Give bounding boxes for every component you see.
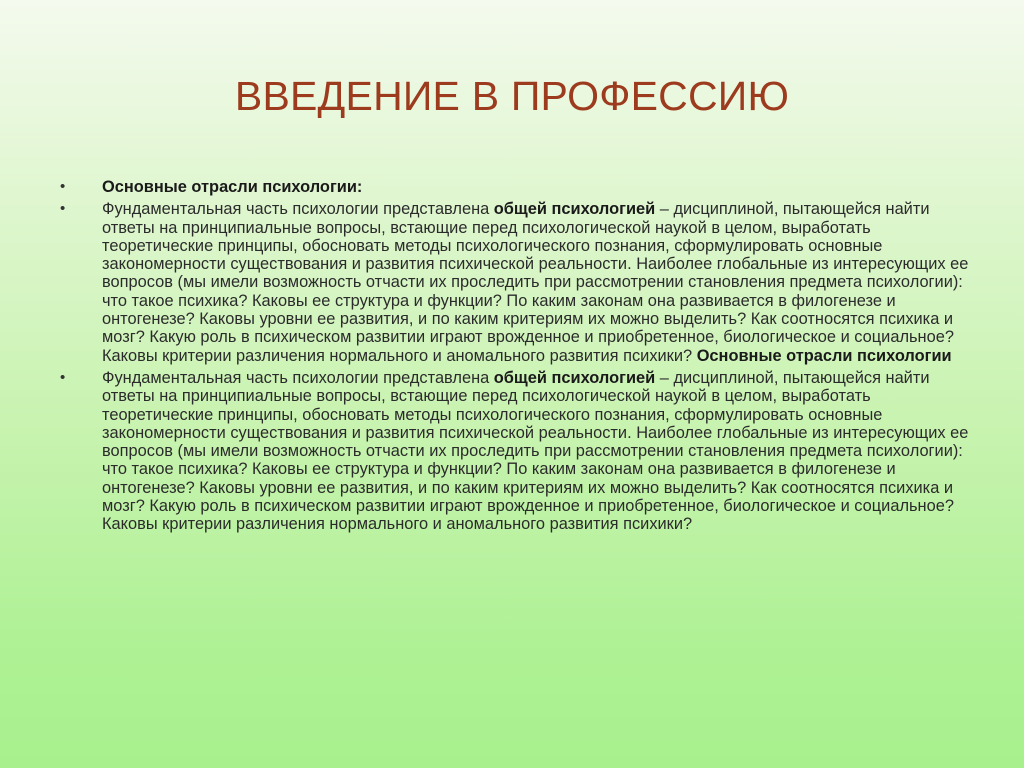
bullet-dot-icon: • bbox=[60, 368, 66, 386]
bullet-item-paragraph-1 bbox=[60, 200, 980, 365]
paragraph-emphasis: общей психологией bbox=[493, 368, 656, 387]
bullet-dot-icon: • bbox=[60, 178, 66, 195]
paragraph-trailing-emphasis: Основные отрасли психологии bbox=[696, 346, 952, 365]
paragraph-text-before: Фундаментальная часть психологии представлена bbox=[102, 368, 494, 387]
paragraph-text-after: – дисциплиной, пытающейся найти ответы на принципиальные вопросы, встающие перед психологической наукой в целом, выработать теоретические принципы, обосновать методы психологического познания, сформулировать основные закономерности существования и развития психической реальности. Наиболее глобальные из интересующих ее вопросов (мы имели возможность отчасти их проследить при рассмотрении становления предмета психологии): что такое психика? Каковы ее структура и функции? По каким законам она развивается в филогенезе и онтогенезе? Каковы уровни ее развития, и по каким критериям их можно выделить? Как соотносятся психика и мозг? Какую роль в психическом развитии играют врожденное и приобретенное, биологическое и социальное? Каковы критерии различения нормального и аномального развития психики? bbox=[102, 200, 969, 365]
paragraph-emphasis: общей психологией bbox=[493, 200, 656, 219]
bullet-dot-icon: • bbox=[60, 200, 66, 218]
bullet-heading-text: Основные отрасли психологии: bbox=[102, 178, 363, 196]
paragraph-text-after: – дисциплиной, пытающейся найти ответы на принципиальные вопросы, встающие перед психологической наукой в целом, выработать теоретические принципы, обосновать методы психологического познания, сформулировать основные закономерности существования и развития психической реальности. Наиболее глобальные из интересующих ее вопросов (мы имели возможность отчасти их проследить при рассмотрении становления предмета психологии): что такое психика? Каковы ее структура и функции? По каким законам она развивается в филогенезе и онтогенезе? Каковы уровни ее развития, и по каким критериям их можно выделить? Как соотносятся психика и мозг? Какую роль в психическом развитии играют врожденное и приобретенное, биологическое и социальное? Каковы критерии различения нормального и аномального развития психики? bbox=[102, 368, 969, 534]
bullet-item-paragraph-2 bbox=[60, 369, 980, 534]
bullet-list bbox=[60, 178, 980, 538]
paragraph-text-before: Фундаментальная часть психологии представлена bbox=[102, 200, 494, 219]
bullet-item-heading bbox=[60, 178, 980, 196]
slide-title: ВВЕДЕНИЕ В ПРОФЕССИЮ bbox=[234, 73, 790, 119]
